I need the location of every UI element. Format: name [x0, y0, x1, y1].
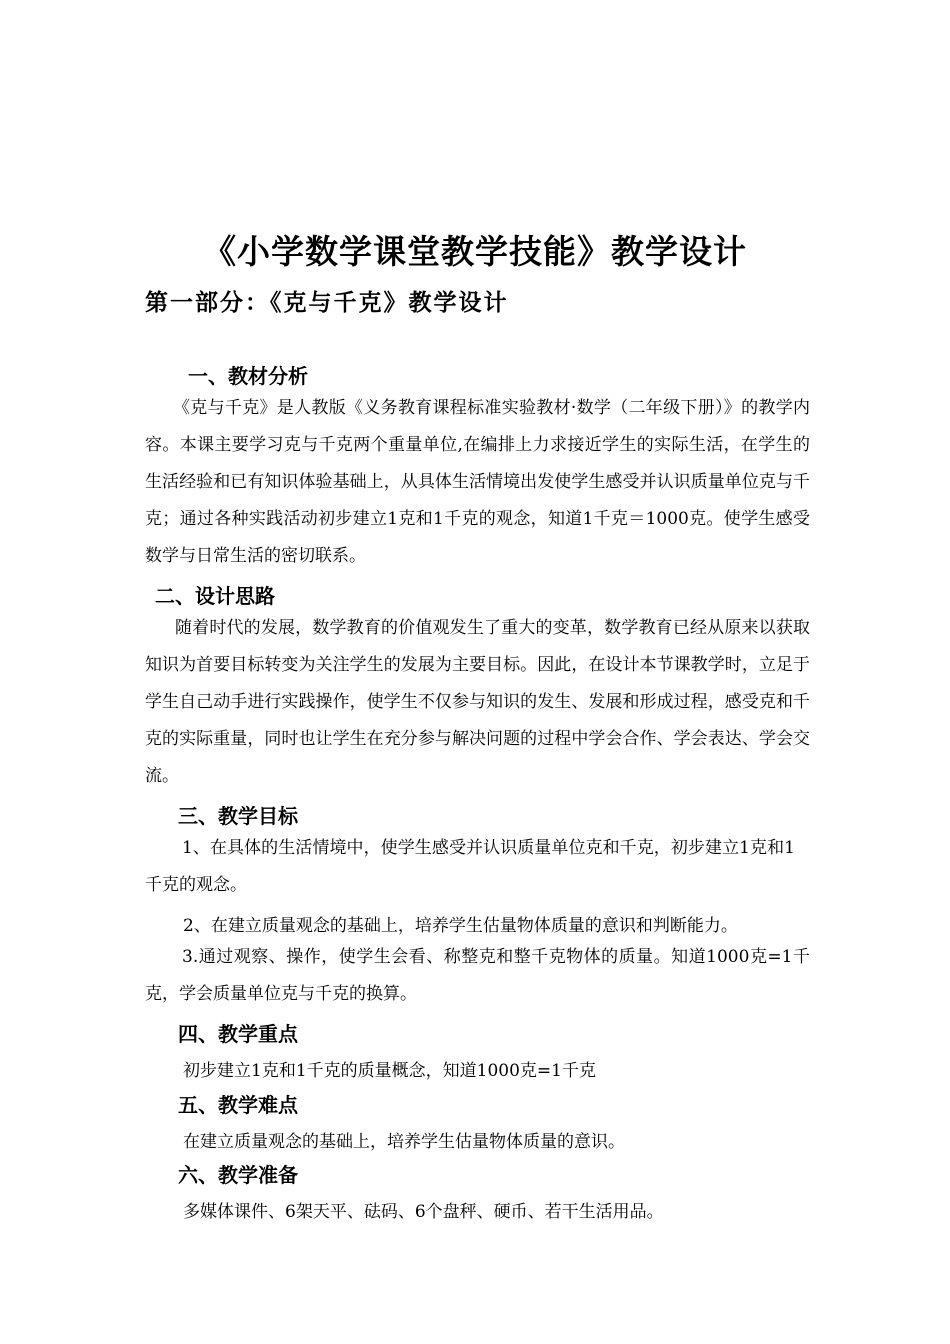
- section-heading-textbook-analysis: 一、教材分析: [188, 364, 308, 388]
- section-heading-difficulties: 五、教学难点: [178, 1093, 298, 1117]
- section-body-difficulties: 在建立质量观念的基础上，培养学生估量物体质量的意识。: [183, 1132, 625, 1152]
- part-title: 第一部分：《克与千克》教学设计: [145, 290, 509, 316]
- section-heading-teaching-goals: 三、教学目标: [178, 804, 298, 828]
- goal-item-2: 2、在建立质量观念的基础上，培养学生估量物体质量的意识和判断能力。: [183, 916, 738, 936]
- goal-item-3: 3.通过观察、操作，使学生会看、称整克和整千克物体的质量。知道1000克=1千克，学会质量单位克与千克的换算。: [145, 947, 810, 1004]
- section-body-design-idea: 随着时代的发展，数学教育的价值观发生了重大的变革，数学教育已经从原来以获取知识为首要目标转变为关注学生的发展为主要目标。因此，在设计本节课教学时，立足于学生自己动手进行实践操作，使学生不仅参与知识的发生、发展和形成过程，感受克和千克的实际重量，同时也让学生在充分参与解决问题的过程中学会合作、学会表达、学会交流。: [145, 618, 810, 786]
- section-body-preparation: 多媒体课件、6架天平、砝码、6个盘秤、硬币、若干生活用品。: [183, 1202, 664, 1222]
- section-heading-design-idea: 二、设计思路: [155, 584, 275, 608]
- document-title: 《小学数学课堂教学技能》教学设计: [203, 232, 747, 271]
- section-heading-preparation: 六、教学准备: [178, 1163, 298, 1187]
- section-heading-key-points: 四、教学重点: [178, 1022, 298, 1046]
- goal-item-1: 1、在具体的生活情境中，使学生感受并认识质量单位克和千克，初步建立1克和1千克的观念。: [145, 838, 795, 895]
- section-body-key-points: 初步建立1克和1千克的质量概念，知道1000克=1千克: [183, 1061, 596, 1081]
- section-body-textbook-analysis: 《克与千克》是人教版《义务教育课程标准实验教材·数学（二年级下册）》的教学内容。本课主要学习克与千克两个重量单位,在编排上力求接近学生的实际生活，在学生的生活经验和已有知识体验基础上，从具体生活情境出发使学生感受并认识质量单位克与千克；通过各种实践活动初步建立1克和1千克的观念，知道1千克＝1000克。使学生感受数学与日常生活的密切联系。: [145, 398, 810, 566]
